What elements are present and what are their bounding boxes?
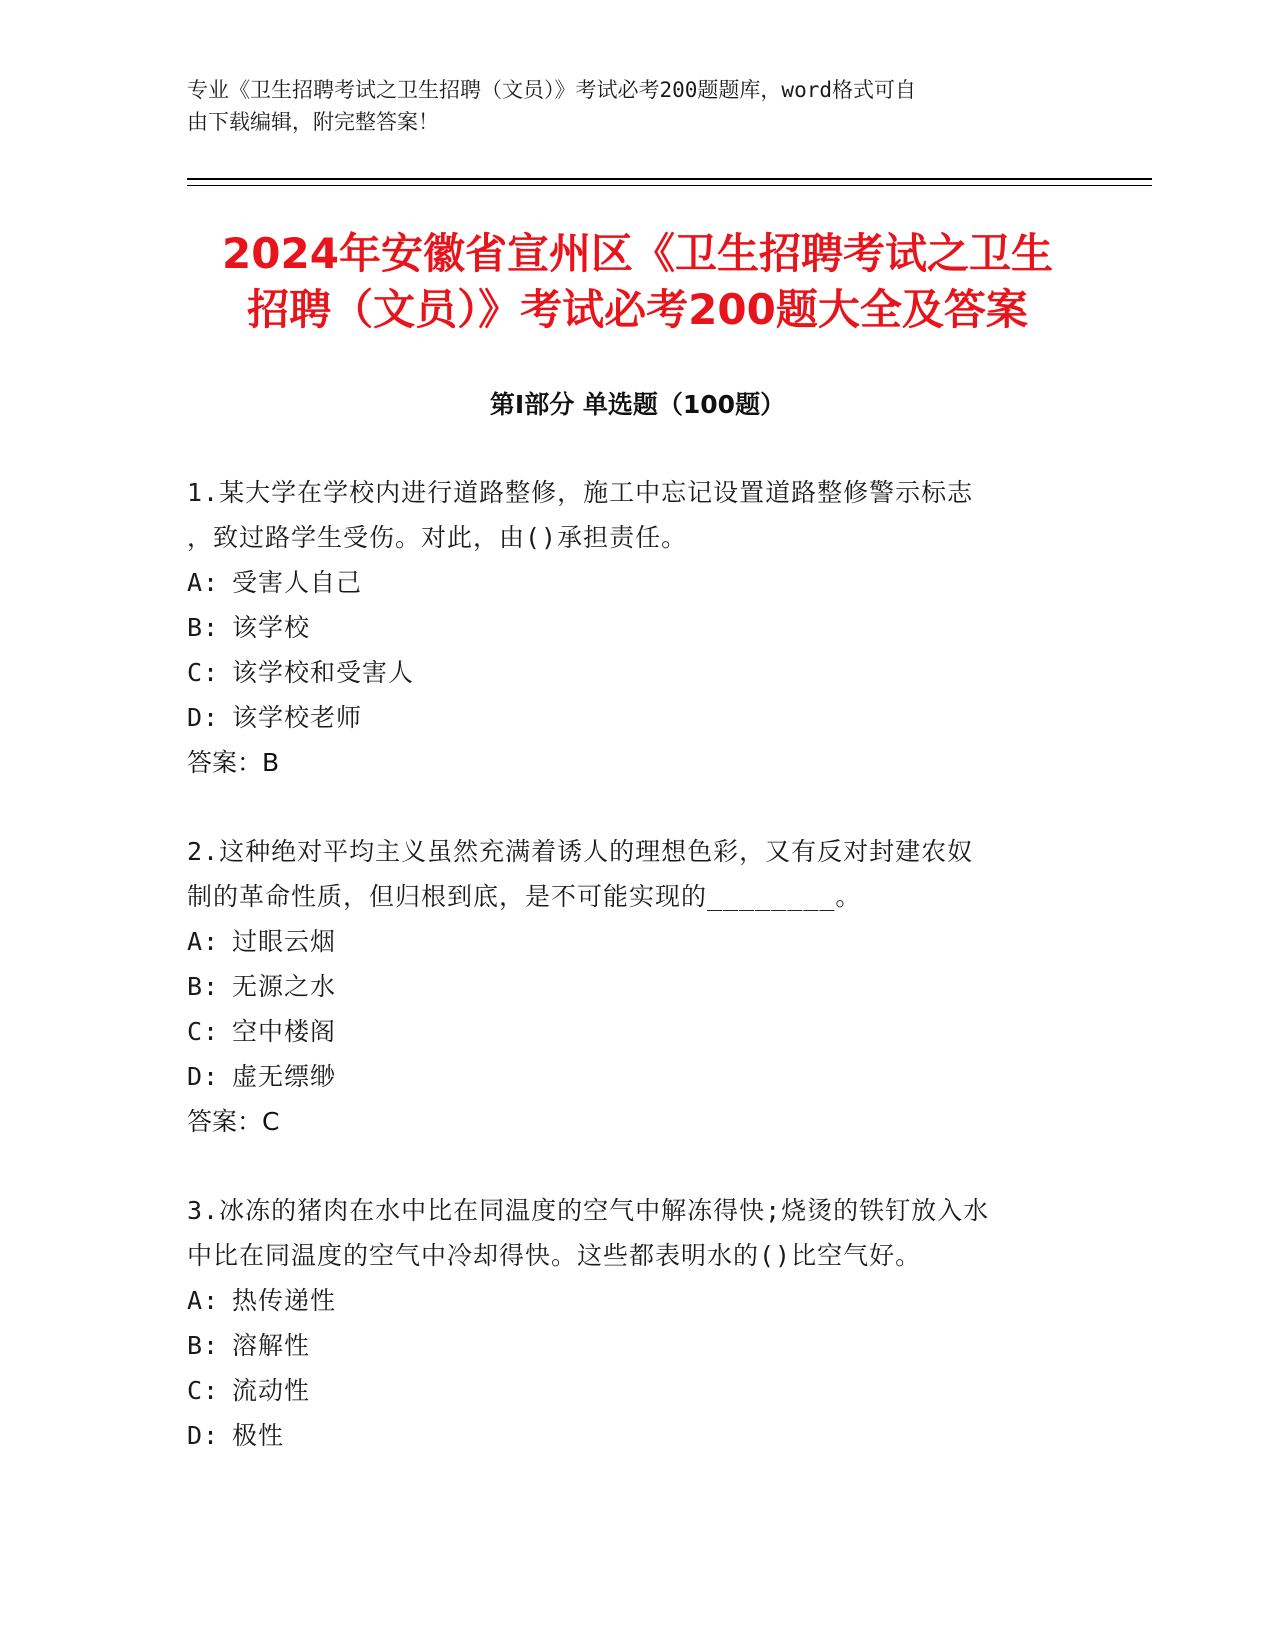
option-letter: B: [187, 613, 220, 642]
option-letter: A: [187, 927, 220, 956]
question-list [187, 470, 1087, 1502]
option-b [187, 1323, 1087, 1368]
option-text: 该学校老师 [232, 703, 363, 732]
option-c [187, 650, 1087, 695]
option-text: 空中楼阁 [232, 1017, 337, 1046]
option-letter: C: [187, 658, 220, 687]
option-text: 流动性 [232, 1376, 311, 1405]
header-divider-thin [187, 185, 1152, 186]
option-b [187, 964, 1087, 1009]
option-letter: B: [187, 1331, 220, 1360]
option-letter: D: [187, 1062, 220, 1091]
option-d [187, 695, 1087, 740]
option-text: 无源之水 [232, 972, 337, 1001]
option-text: 受害人自己 [232, 568, 363, 597]
option-text: 极性 [232, 1421, 285, 1450]
document-title-line1: 2024年安徽省宣州区《卫生招聘考试之卫生 [222, 229, 1053, 278]
option-c [187, 1368, 1087, 1413]
question-stem-line1: 2.这种绝对平均主义虽然充满着诱人的理想色彩，又有反对封建农奴 [187, 837, 974, 866]
question-1 [187, 470, 1087, 785]
option-a [187, 560, 1087, 605]
option-text: 热传递性 [232, 1286, 337, 1315]
header-note-line2: 由下载编辑，附完整答案！ [187, 110, 439, 134]
question-stem-line2: 中比在同温度的空气中冷却得快。这些都表明水的()比空气好。 [187, 1241, 922, 1270]
option-d [187, 1054, 1087, 1099]
header-note-line1: 专业《卫生招聘考试之卫生招聘（文员）》考试必考200题题库，word格式可自 [187, 78, 916, 102]
question-stem-line2: 制的革命性质，但归根到底，是不可能实现的________。 [187, 882, 862, 911]
header-divider-thick [187, 178, 1152, 180]
option-letter: B: [187, 972, 220, 1001]
option-text: 该学校 [232, 613, 311, 642]
question-2 [187, 829, 1087, 1144]
question-stem-line1: 3.冰冻的猪肉在水中比在同温度的空气中解冻得快;烧烫的铁钉放入水 [187, 1196, 990, 1225]
answer: 答案：C [187, 1107, 280, 1136]
question-3 [187, 1188, 1087, 1458]
header-note [187, 74, 1087, 138]
option-letter: A: [187, 1286, 220, 1315]
question-stem-line1: 1.某大学在学校内进行道路整修，施工中忘记设置道路整修警示标志 [187, 478, 974, 507]
option-text: 过眼云烟 [232, 927, 337, 956]
option-text: 溶解性 [232, 1331, 311, 1360]
option-letter: D: [187, 703, 220, 732]
answer: 答案：B [187, 748, 280, 777]
option-c [187, 1009, 1087, 1054]
option-letter: D: [187, 1421, 220, 1450]
option-letter: C: [187, 1017, 220, 1046]
section-title: 第Ⅰ部分 单选题（100题） [489, 390, 786, 419]
option-text: 该学校和受害人 [232, 658, 415, 687]
option-d [187, 1413, 1087, 1458]
option-a [187, 1278, 1087, 1323]
option-text: 虚无缥缈 [232, 1062, 337, 1091]
option-letter: C: [187, 1376, 220, 1405]
document-title-line2: 招聘（文员）》考试必考200题大全及答案 [247, 285, 1028, 334]
question-stem-line2: ，致过路学生受伤。对此，由()承担责任。 [187, 523, 688, 552]
option-b [187, 605, 1087, 650]
option-letter: A: [187, 568, 220, 597]
document-title [150, 226, 1125, 338]
option-a [187, 919, 1087, 964]
